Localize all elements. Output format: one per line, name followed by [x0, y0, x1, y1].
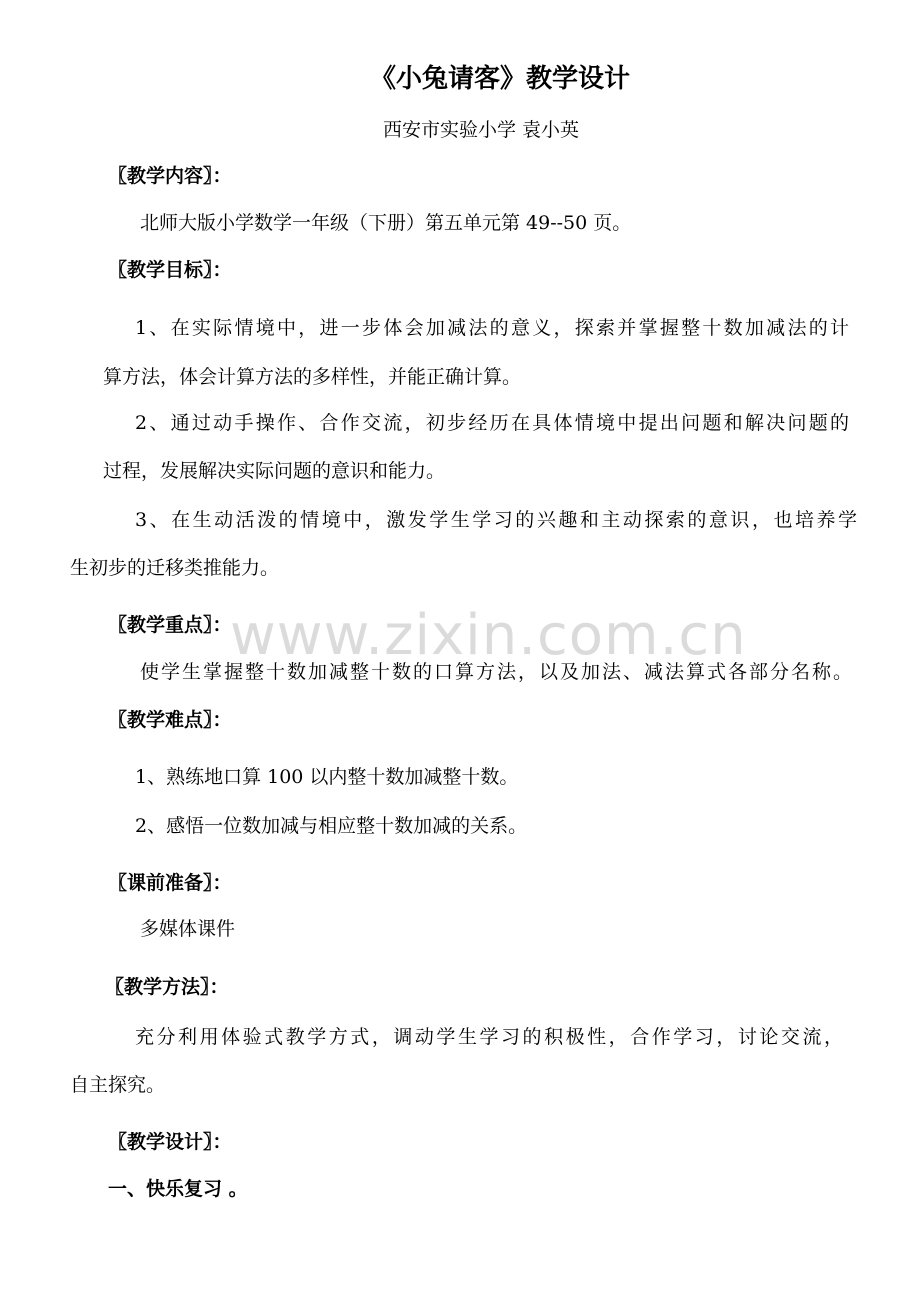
difficulty-item-2: 2、感悟一位数加减与相应整十数加减的关系。: [135, 815, 528, 837]
preparation-text: 多媒体课件: [140, 918, 236, 940]
difficulty-item-1: 1、熟练地口算 100 以内整十数加减整十数。: [135, 766, 519, 788]
section-heading-design: 〖教学设计〗：: [108, 1131, 232, 1153]
section-heading-preparation: 〖课前准备〗：: [108, 872, 232, 894]
goal-2-line-2: 过程，发展解决实际问题的意识和能力。: [103, 460, 446, 482]
goal-1-line-1: 1、在实际情境中，进一步体会加减法的意义，探索并掌握整十数加减法的计: [135, 317, 849, 339]
page-title: 《小兔请客》教学设计: [369, 64, 630, 94]
section-heading-method: 〖教学方法〗：: [105, 976, 229, 998]
key-points-text: 使学生掌握整十数加减整十数的口算方法，以及加法、减法算式各部分名称。: [140, 661, 852, 683]
section-heading-goals: 〖教学目标〗：: [108, 259, 232, 281]
method-line-1: 充分利用体验式教学方式，调动学生学习的积极性，合作学习，讨论交流，: [135, 1026, 843, 1048]
section-heading-content: 〖教学内容〗：: [108, 165, 232, 187]
content-text: 北师大版小学数学一年级（下册）第五单元第 49--50 页。: [140, 212, 632, 234]
section-heading-difficulties: 〖教学难点〗：: [108, 709, 232, 731]
method-line-2: 自主探究。: [70, 1074, 166, 1096]
watermark: www.zixin.com.cn: [230, 603, 747, 668]
author-line: 西安市实验小学 袁小英: [383, 119, 580, 141]
section-heading-key-points: 〖教学重点〗：: [108, 614, 232, 636]
goal-2-line-1: 2、通过动手操作、合作交流，初步经历在具体情境中提出问题和解决问题的: [135, 412, 849, 434]
goal-3-line-1: 3、在生动活泼的情境中，激发学生学习的兴趣和主动探索的意识，也培养学: [135, 509, 857, 531]
goal-1-line-2: 算方法，体会计算方法的多样性，并能正确计算。: [103, 366, 522, 388]
goal-3-line-2: 生初步的迁移类推能力。: [70, 557, 280, 579]
design-step-1: 一、快乐复习 。: [108, 1178, 248, 1200]
